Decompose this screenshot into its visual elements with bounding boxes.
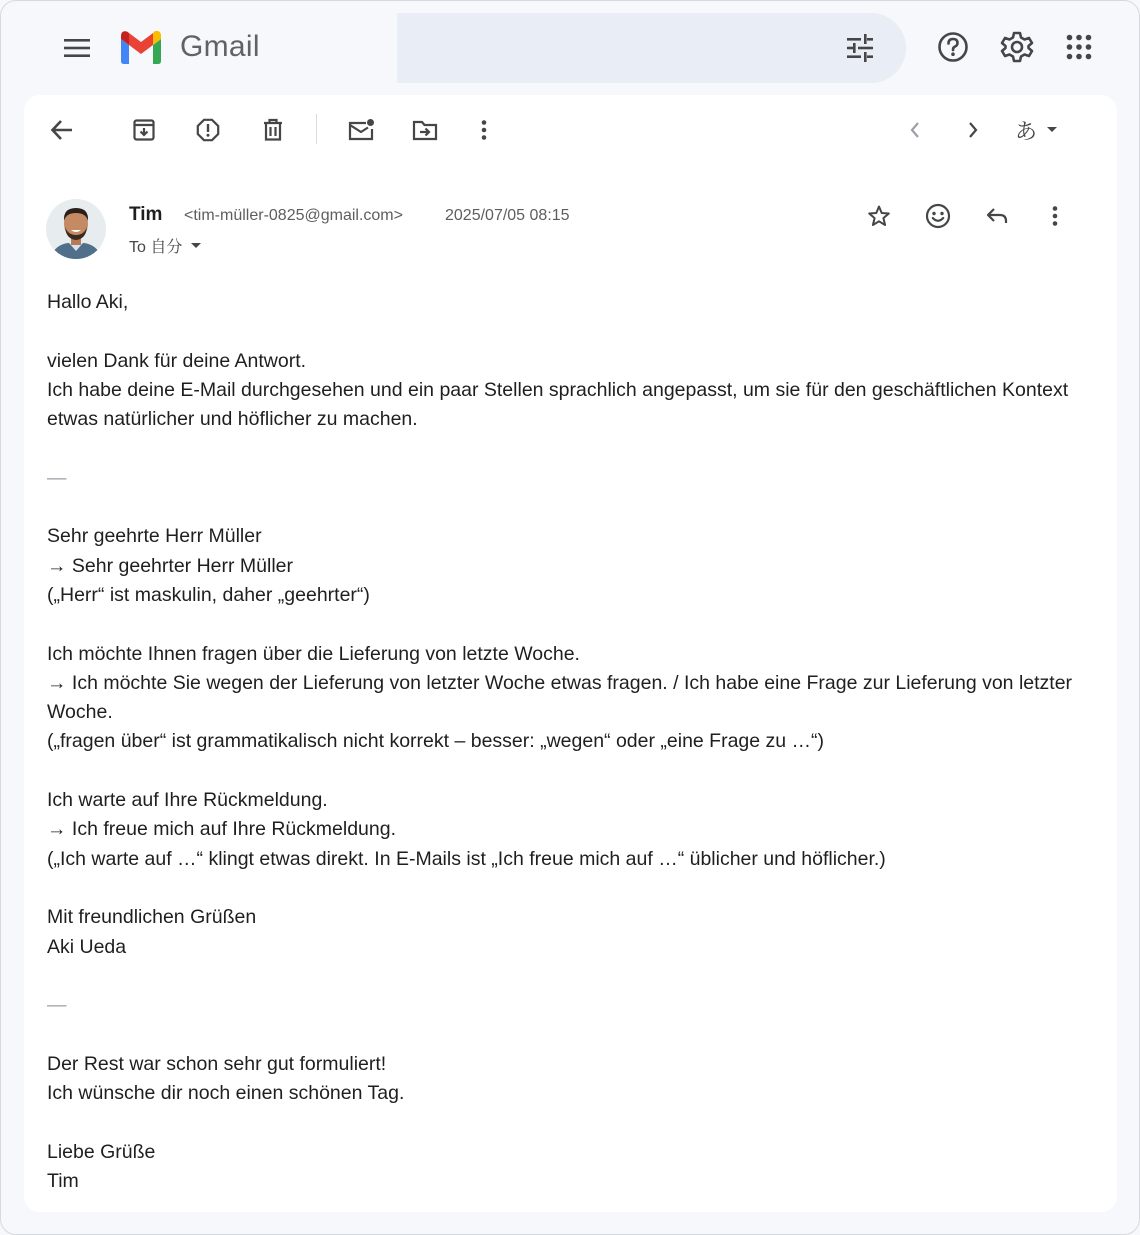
gear-icon <box>1000 30 1034 64</box>
reply-icon <box>985 206 1009 226</box>
back-button[interactable] <box>44 114 80 146</box>
caret-down-icon <box>190 242 202 250</box>
move-to-button[interactable] <box>407 114 443 146</box>
emoji-icon <box>925 203 951 229</box>
correction-block <box>47 640 1107 757</box>
quoted-signoff-line: Aki Ueda <box>47 935 127 958</box>
archive-button[interactable] <box>126 114 162 146</box>
input-method-glyph: あ <box>1015 119 1038 145</box>
closing-line: Der Rest war schon sehr gut formuliert! <box>47 1052 387 1075</box>
mark-unread-button[interactable] <box>343 114 379 146</box>
quoted-signoff-line: Mit freundlichen Grüßen <box>47 906 257 929</box>
report-icon <box>196 118 220 142</box>
gmail-m-icon <box>118 29 164 65</box>
older-message-button[interactable] <box>955 114 991 146</box>
original-phrase: Sehr geehrte Herr Müller <box>47 525 262 548</box>
signoff-line: Tim <box>47 1169 79 1192</box>
search-options-button[interactable] <box>841 30 879 66</box>
trash-icon <box>262 118 284 142</box>
corrected-phrase: → Sehr geehrter Herr Müller <box>47 554 293 577</box>
message-body <box>47 288 1107 1226</box>
recipient-details-toggle[interactable] <box>129 234 202 257</box>
avatar-photo <box>46 199 106 259</box>
arrow-back-icon <box>50 119 74 141</box>
sender-avatar[interactable] <box>46 199 106 259</box>
more-options-button[interactable] <box>466 114 502 146</box>
chevron-right-icon <box>966 120 980 140</box>
signoff-line: Liebe Grüße <box>47 1140 156 1163</box>
delete-button[interactable] <box>255 114 291 146</box>
text-divider: — <box>47 466 67 489</box>
text-divider: — <box>47 994 67 1017</box>
search-input[interactable] <box>397 13 817 83</box>
intro-line: vielen Dank für deine Antwort. <box>47 349 307 372</box>
help-icon <box>937 31 969 63</box>
correction-note: („Ich warte auf …“ klingt etwas direkt. In E-Mails ist „Ich freue mich auf …“ üblicher und höflicher.) <box>47 847 886 870</box>
corrected-phrase: → Ich freue mich auf Ihre Rückmeldung. <box>47 818 396 841</box>
correction-block <box>47 786 1107 874</box>
sender-email: <tim-müller-0825@gmail.com> <box>184 207 403 224</box>
star-button[interactable] <box>862 200 896 232</box>
correction-block <box>47 522 1107 610</box>
more-vert-icon <box>1051 205 1059 227</box>
newer-message-button[interactable] <box>897 114 933 146</box>
toolbar-divider <box>316 114 317 144</box>
move-folder-icon <box>412 119 438 141</box>
chevron-left-icon <box>908 120 922 140</box>
apps-grid-icon <box>1066 34 1092 60</box>
gmail-logo[interactable] <box>118 29 260 65</box>
greeting: Hallo Aki, <box>47 291 129 313</box>
recipient-label: To 自分 <box>129 239 183 256</box>
main-menu-button[interactable] <box>59 31 95 65</box>
gmail-wordmark: Gmail <box>180 30 260 63</box>
sent-date: 2025/07/05 08:15 <box>445 207 570 224</box>
message-more-button[interactable] <box>1038 200 1072 232</box>
correction-note: („fragen über“ ist grammatikalisch nicht korrekt – besser: „wegen“ oder „eine Frage zu …“) <box>47 730 825 753</box>
caret-down-icon <box>1045 125 1059 135</box>
help-button[interactable] <box>933 27 973 67</box>
star-icon <box>867 204 891 228</box>
add-reaction-button[interactable] <box>921 200 955 232</box>
google-apps-button[interactable] <box>1059 27 1099 67</box>
hamburger-icon <box>63 38 91 58</box>
more-vert-icon <box>480 119 488 141</box>
original-phrase: Ich warte auf Ihre Rückmeldung. <box>47 789 328 812</box>
original-phrase: Ich möchte Ihnen fragen über die Lieferung von letzte Woche. <box>47 642 580 665</box>
archive-icon <box>132 118 156 142</box>
intro-line: Ich habe deine E-Mail durchgesehen und ein paar Stellen sprachlich angepasst, um sie für den geschäftlichen Kontext etwas natürlicher und höflicher zu machen. <box>47 378 1069 431</box>
mark-unread-icon <box>347 118 375 142</box>
correction-note: („Herr“ ist maskulin, daher „geehrter“) <box>47 583 370 606</box>
settings-button[interactable] <box>997 27 1037 67</box>
reply-button[interactable] <box>980 200 1014 232</box>
closing-line: Ich wünsche dir noch einen schönen Tag. <box>47 1082 405 1105</box>
sender-name[interactable]: Tim <box>129 204 163 225</box>
input-tools-button[interactable] <box>1009 113 1069 147</box>
search-bar[interactable] <box>397 13 906 83</box>
tune-icon <box>845 34 875 62</box>
report-spam-button[interactable] <box>190 114 226 146</box>
corrected-phrase: → Ich möchte Sie wegen der Lieferung von letzter Woche etwas fragen. / Ich habe eine Frage zur Lieferung von letzter Woche. <box>47 671 1073 724</box>
